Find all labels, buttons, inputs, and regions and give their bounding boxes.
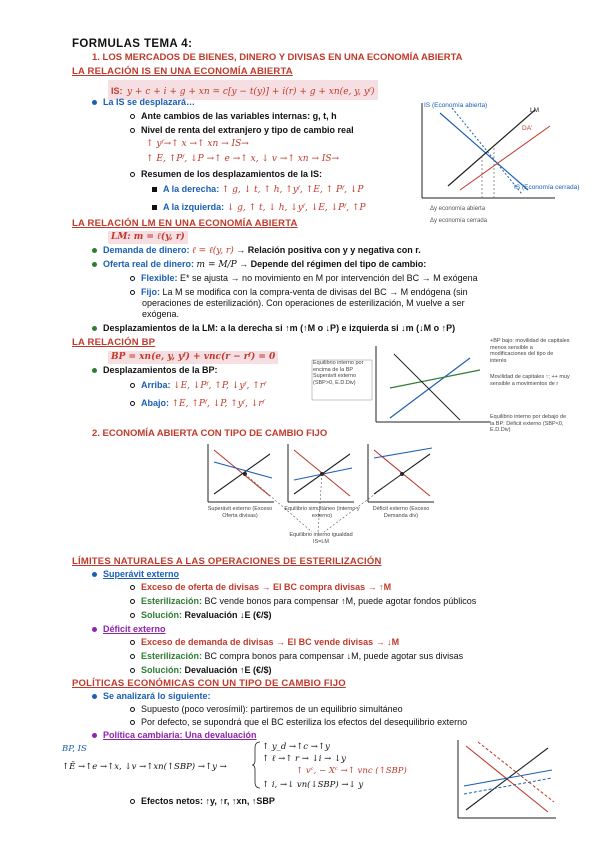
fixed-3: exógena. [142,309,180,319]
analyze: Se analizará lo siguiente: [92,691,211,702]
graph-caption: Equilibrio interno igualdad IS=LM [289,532,353,545]
graph-deficit-label: Déficit externo (Exceso Demanda div) [372,506,430,519]
is-right: A la derecha: ↑ g, ↓ t, ↑ h, ↑yᶠ, ↑E, ↑ Pᶠ, ↓P [152,184,363,196]
bp-title: LA RELACIÓN BP [72,337,156,348]
limits-title: LÍMITES NATURALES A LAS OPERACIONES DE ESTERILIZACIÓN [72,556,382,567]
bp-formula: BP = xn(e, y, yᶠ) + vnc(r − rᶠ) = 0 [108,351,278,364]
surplus-1: Exceso de oferta de divisas → El BC compra divisas → ↑M [130,582,391,593]
bp-graph [310,338,570,438]
lm-line [466,748,548,810]
bp-steep-curve [390,358,470,418]
graph-equilibrium [288,444,354,502]
bp-is-curve [394,354,460,420]
is-graph [410,98,580,228]
money-demand: Demanda de dinero: ℓ = ℓ(y, r) → Relación positiva con y y negativa con r. [92,245,421,257]
is-closed-curve [452,108,522,194]
ay-open-label: Δy economía abierta [430,206,486,212]
graph-surplus-label: Superávit externo (Exceso Oferta divisas) [207,506,273,519]
bp-note-top: +BP bajo: movilidad de capitales menos sensible a modificaciones del tipo de interés [490,338,570,364]
bp-note-mid: Movilidad de capitales ↑; ++ muy sensible a movimientos de r [490,374,570,387]
assumption: Supuesto (poco verosímil): partiremos de un equilibrio simultáneo [130,704,403,715]
is-internal: Ante cambios de las variables internas: g, t, h [130,111,337,122]
is-chain-2: ↑ E, ↑Pᶠ, ↓P →↑ e →↑ x, ↓ v →↑ xn → IS→ [146,154,340,164]
flexible: Flexible: E* se ajusta → no movimiento en M por intervención del BC → M exógena [130,273,478,284]
is-formula-label: IS: [111,86,123,96]
dev-branch-3: ↑ vᶜ, − Xᶜ →↑ vnc (↑SBP) [296,766,407,776]
lm-shift: Desplazamientos de la LM: a la derecha si ↑m (↑M o ↓P) e izquierda si ↓m (↓M o ↑P) [92,323,455,334]
devaluation-heading: Política cambiaria: Una devaluación [92,730,257,741]
is-shift-heading: La IS se desplazará… [92,97,195,108]
section-1-heading: 1. LOS MERCADOS DE BIENES, DINERO Y DIVISAS EN UNA ECONOMÍA ABIERTA [92,52,463,63]
money-supply: Oferta real de dinero: m = M/P → Depende del régimen del tipo de cambio: [92,259,426,271]
is-summary: Resumen de los desplazamientos de la IS: [130,169,322,180]
bp-note-left: Equilibrio interno por encima de la BP Superávit externo (SBP>0, E.D.Div) [313,360,364,386]
bp-down: Abajo: ↑E, ↑Pᶠ, ↓P, ↑yᶠ, ↓rᶠ [130,398,265,410]
is-chain-1: ↑ yᶠ→↑ x →↑ xn → IS→ [146,139,249,149]
deficit-2: Esterilización: BC compra bonos para compensar ↓M, puede agotar sus divisas [130,651,463,662]
lm-label: LM [530,107,540,114]
is-title: LA RELACIÓN IS EN UNA ECONOMÍA ABIERTA [72,66,293,77]
brace [252,740,262,790]
deficit-1: Exceso de demanda de divisas → El BC vende divisas → ↓M [130,637,399,648]
da-label: DA' [522,125,533,132]
deficit-3: Solución: Devaluación ↑E (€/$) [130,665,272,676]
ay-closed-label: Δy economía cerrada [430,218,488,224]
surplus-heading: Superávit externo [92,569,179,580]
graph-surplus [208,444,274,502]
fixed-graphs [200,440,440,550]
policies-title: POLÍTICAS ECONÓMICAS CON UN TIPO DE CAMBIO FIJO [72,678,346,689]
bp-up: Arriba: ↓E, ↓Pᶠ, ↑P, ↓yᶠ, ↑rᶠ [130,380,266,392]
graph-deficit [368,444,434,502]
section-2-heading: 2. ECONOMÍA ABIERTA CON TIPO DE CAMBIO FIJO [92,428,328,439]
deficit-heading: Déficit externo [92,624,166,635]
bp-note-right: Equilibrio interno por debajo de la BP: Déficit externo (SBP<0, E.D.Div) [490,414,567,433]
dev-branch-4: ↑ i, →↓ vn(↓SBP) →↓ y [262,780,364,790]
surplus-3: Solución: Revaluación ↓E (€/$) [130,610,272,621]
lm-formula: LM: m = ℓ(y, r) [108,231,188,244]
devaluation-graph [448,736,560,824]
dev-branch-2: ↑ ℓ →↑ r → ↓i → ↓y [262,754,346,764]
is-left: A la izquierda: ↓ g, ↑ t, ↓ h, ↓yᶠ, ↓E, ↓Pᶠ, ↑P [152,202,366,214]
fixed-2: operaciones de esterilización). Con operaciones de esterilización, M vuelve a ser [142,298,465,308]
is-formula: y + c + i + g + xn = c[y − t(y)] + i(r) + g + xn(e, y, yᶠ) [126,87,375,97]
lm-curve [448,110,535,186]
surplus-2: Esterilización: BC vende bonos para compensar ↑M, puede agotar fondos públicos [130,596,476,607]
is-open-label: IS (Economía abierta) [424,102,488,109]
bp-flat-curve [390,370,480,388]
devaluation-top: BP, IS [62,744,87,754]
bp-initial [464,770,552,786]
bp-shift: Desplazamientos de la BP: [92,365,218,376]
net-effects: Efectos netos: ↑y, ↑r, ↑xn, ↑SBP [130,796,275,807]
graph-equilibrium-label: Equilibrio simultáneo (interno y externo) [284,506,360,519]
default-assumption: Por defecto, se supondrá que el BC esteriliza los efectos del desequilibrio externo [130,717,467,728]
fixed-1: Fijo: La M se modifica con la compra-venta de divisas del BC → M endógena (sin [130,287,468,298]
dev-branch-1: ↑ y_d →↑c →↑y [262,742,330,752]
page-title: FORMULAS TEMA 4: [72,38,193,50]
is-closed-label: IS (Economía cerrada) [514,184,580,191]
is-external: Nivel de renta del extranjero y tipo de cambio real [130,125,354,136]
devaluation-chain: ↑Ē →↑e →↑x, ↓v →↑xn(↑SBP) →↑y → [62,762,227,772]
lm-title: LA RELACIÓN LM EN UNA ECONOMÍA ABIERTA [72,218,298,229]
